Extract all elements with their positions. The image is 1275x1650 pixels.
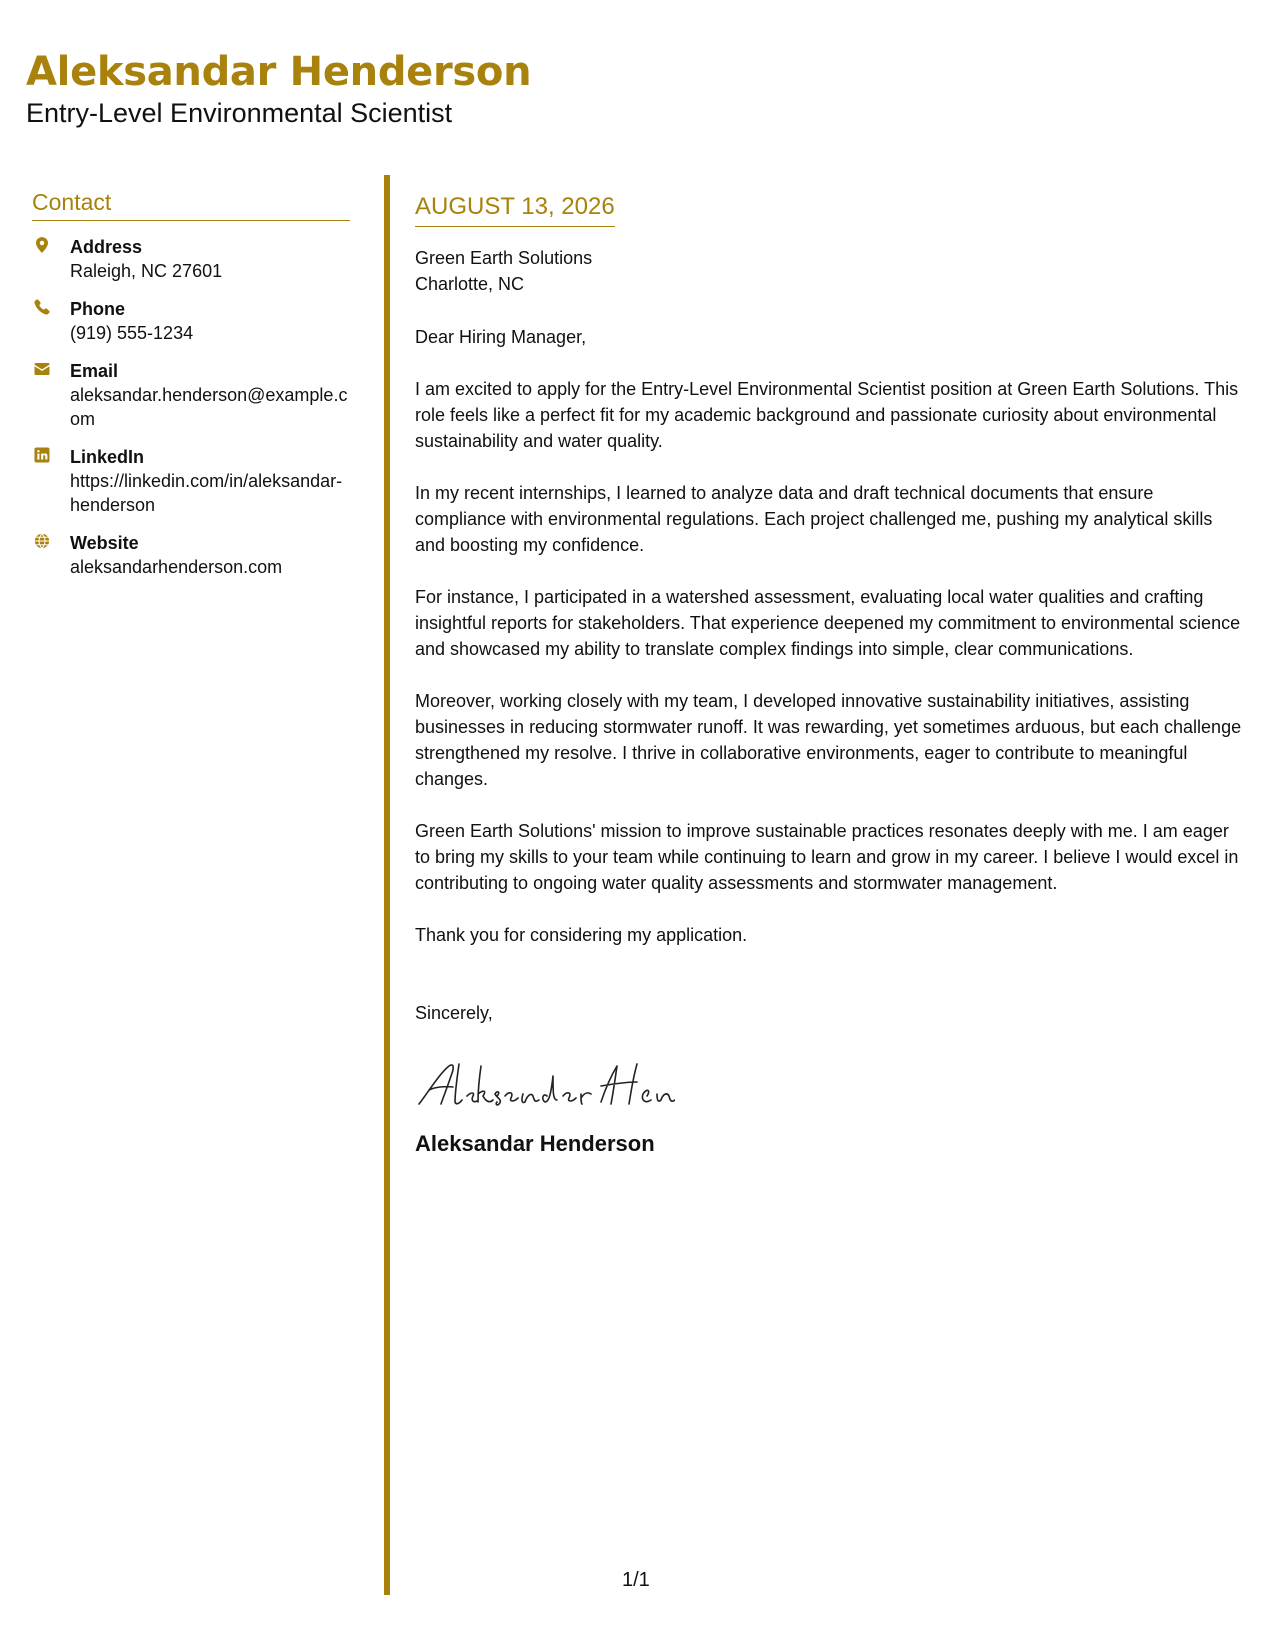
applicant-name: Aleksandar Henderson <box>26 49 532 95</box>
contact-label: Address <box>70 237 143 257</box>
linkedin-value[interactable]: https://linkedin.com/in/aleksandar-henderson <box>70 471 343 515</box>
phone-value: (919) 555-1234 <box>70 323 194 343</box>
recipient-location: Charlotte, NC <box>415 274 525 294</box>
contact-list <box>32 235 350 579</box>
globe-icon <box>32 531 52 551</box>
contact-item-linkedin <box>32 445 350 517</box>
page-number: 1/1 <box>622 1569 650 1591</box>
letter-paragraph: Thank you for considering my application. <box>415 925 748 945</box>
recipient-block <box>415 245 1245 297</box>
contact-label: Email <box>70 361 119 381</box>
letter-paragraph: In my recent internships, I learned to analyze data and draft technical documents that ensure compliance with environmental regulations. Each project challenged me, pushing my analytical skills and boosting my confidence. <box>415 483 1213 555</box>
salutation: Dear Hiring Manager, <box>415 327 587 347</box>
contact-item-phone <box>32 297 350 345</box>
contact-item-website <box>32 531 350 579</box>
letter-date: AUGUST 13, 2026 <box>415 192 615 227</box>
phone-icon <box>32 297 52 317</box>
column-divider <box>384 175 390 1595</box>
contact-label: Phone <box>70 299 126 319</box>
signed-name: Aleksandar Henderson <box>415 1131 655 1156</box>
contact-heading: Contact <box>32 188 350 221</box>
contact-item-address <box>32 235 350 283</box>
letter-paragraph: For instance, I participated in a watershed assessment, evaluating local water qualities and crafting insightful reports for stakeholders. That experience deepened my commitment to environmental science and showcased my ability to translate complex findings into simple, clear communications. <box>415 587 1241 659</box>
letter-paragraph: Moreover, working closely with my team, I developed innovative sustainability initiatives, assisting businesses in reducing stormwater runoff. It was rewarding, yet sometimes arduous, but each challenge strengthened my resolve. I thrive in collaborative environments, eager to contribute to meaningful changes. <box>415 691 1242 789</box>
email-value[interactable]: aleksandar.henderson@example.com <box>70 385 348 429</box>
website-value[interactable]: aleksandarhenderson.com <box>70 557 283 577</box>
map-pin-icon <box>32 235 52 255</box>
recipient-company: Green Earth Solutions <box>415 248 593 268</box>
linkedin-icon <box>32 445 52 465</box>
closing: Sincerely, <box>415 1003 493 1023</box>
envelope-icon <box>32 359 52 379</box>
contact-item-email <box>32 359 350 431</box>
address-value: Raleigh, NC 27601 <box>70 261 223 281</box>
letter-paragraph: I am excited to apply for the Entry-Level Environmental Scientist position at Green Earth Solutions. This role feels like a perfect fit for my academic background and passionate curiosity about environmental sustainability and water quality. <box>415 379 1239 451</box>
letter-body <box>415 192 1245 1158</box>
handwritten-signature <box>415 1056 675 1116</box>
contact-sidebar <box>32 188 350 593</box>
letter-paragraph: Green Earth Solutions' mission to improve sustainable practices resonates deeply with me. I am eager to bring my skills to your team while continuing to learn and grow in my career. I believe I would excel in contributing to ongoing water quality assessments and stormwater management. <box>415 821 1239 893</box>
contact-label: Website <box>70 533 139 553</box>
contact-label: LinkedIn <box>70 447 145 467</box>
job-title: Entry-Level Environmental Scientist <box>26 98 453 128</box>
header <box>26 48 531 130</box>
